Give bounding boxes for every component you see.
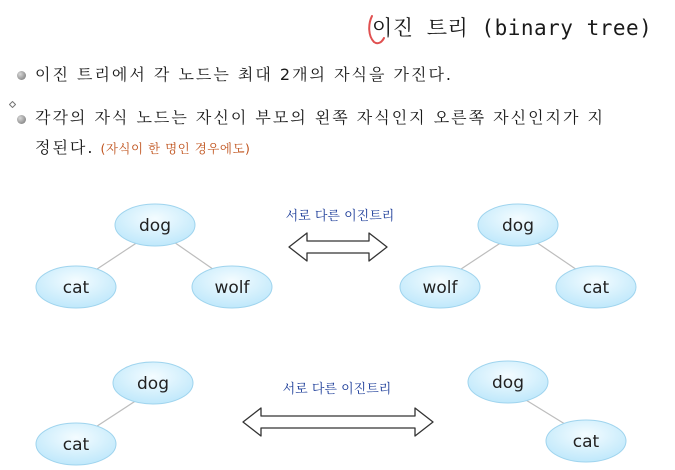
bullet-2-line-2: 정된다. <box>35 138 95 157</box>
diagram-2-caption: 서로 다른 이진트리 <box>282 382 392 397</box>
diagram-1-caption: 서로 다른 이진트리 <box>285 209 395 224</box>
tree-node-label: dog <box>502 216 534 236</box>
tree-node-label: cat <box>62 435 90 455</box>
diagram-2-left-tree <box>36 362 193 465</box>
bullet-2-note: (자식이 한 명인 경우에도) <box>100 141 251 156</box>
tree-node-label: cat <box>582 278 610 298</box>
tree-node-label: cat <box>62 278 90 298</box>
double-arrow-icon <box>243 408 433 436</box>
tree-node-label: dog <box>139 216 171 236</box>
page-title: 이진 트리 (binary tree) <box>372 16 653 40</box>
bullet-2-line-1: 각각의 자식 노드는 자신이 부모의 왼쪽 자식인지 오른쪽 자신인지가 지 <box>35 108 605 127</box>
tree-node-label: wolf <box>422 278 458 298</box>
diagram-2-right-tree <box>468 361 626 462</box>
diagram-1-right-tree <box>400 204 636 308</box>
tree-node-label: wolf <box>214 278 250 298</box>
double-arrow-icon <box>289 233 387 261</box>
tree-node-label: dog <box>137 374 169 394</box>
tree-node-label: cat <box>572 432 600 452</box>
tree-node-label: dog <box>492 373 524 393</box>
diagram-1-left-tree <box>36 204 272 308</box>
bullet-1-line: 이진 트리에서 각 노드는 최대 2개의 자식을 가진다. <box>35 65 453 84</box>
